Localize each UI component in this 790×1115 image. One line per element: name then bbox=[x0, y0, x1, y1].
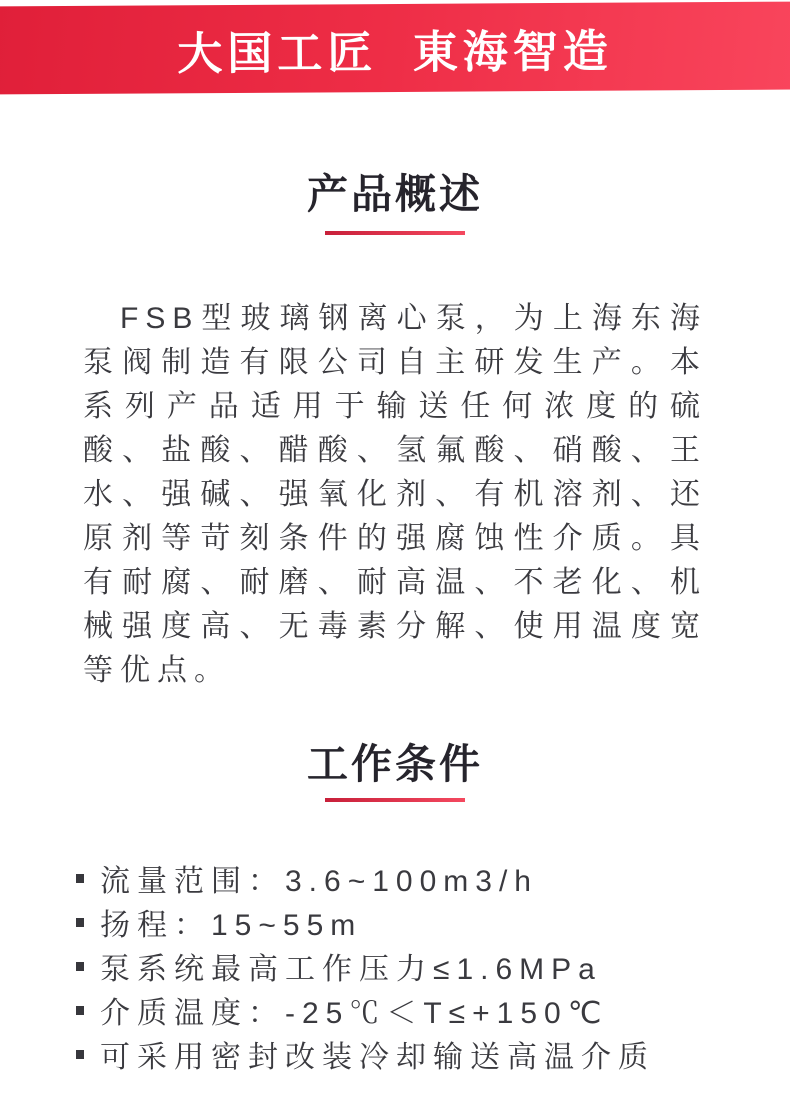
overview-title-underline bbox=[325, 231, 465, 235]
section-title-working-conditions: 工作条件 bbox=[307, 741, 483, 787]
conditions-title-underline bbox=[325, 798, 465, 802]
section-title-product-overview: 产品概述 bbox=[307, 171, 483, 217]
top-banner bbox=[0, 2, 790, 95]
bullet-dot-icon bbox=[76, 1050, 84, 1059]
bullet-dot-icon bbox=[76, 918, 84, 927]
list-item bbox=[76, 900, 756, 944]
list-item bbox=[76, 856, 756, 900]
product-overview-paragraph: FSB型玻璃钢离心泵，为上海东海泵阀制造有限公司自主研发生产。本系列产品适用于输送任何浓度的硫酸、盐酸、醋酸、氢氟酸、硝酸、王水、强碱、强氧化剂、有机溶剂、还原剂等苛刻条件的强腐蚀性介质。具有耐腐、耐磨、耐高温、不老化、机械强度高、无毒素分解、使用温度宽等优点。 bbox=[83, 302, 707, 687]
condition-seal-modification: 可采用密封改装冷却输送高温介质 bbox=[100, 1041, 655, 1074]
bullet-dot-icon bbox=[76, 1006, 84, 1015]
bullet-dot-icon bbox=[76, 962, 84, 971]
condition-flow-range: 流量范围：3.6~100m3/h bbox=[100, 865, 538, 898]
working-conditions-list bbox=[76, 856, 756, 1076]
banner-slogan: 大国工匠 東海智造 bbox=[177, 25, 613, 79]
condition-medium-temperature: 介质温度：-25℃＜T≤+150℃ bbox=[100, 997, 609, 1030]
condition-head: 扬程：15~55m bbox=[100, 909, 363, 942]
list-item bbox=[76, 988, 756, 1032]
list-item bbox=[76, 1032, 756, 1076]
bullet-dot-icon bbox=[76, 874, 84, 883]
condition-max-pressure: 泵系统最高工作压力≤1.6MPa bbox=[100, 953, 602, 986]
list-item bbox=[76, 944, 756, 988]
